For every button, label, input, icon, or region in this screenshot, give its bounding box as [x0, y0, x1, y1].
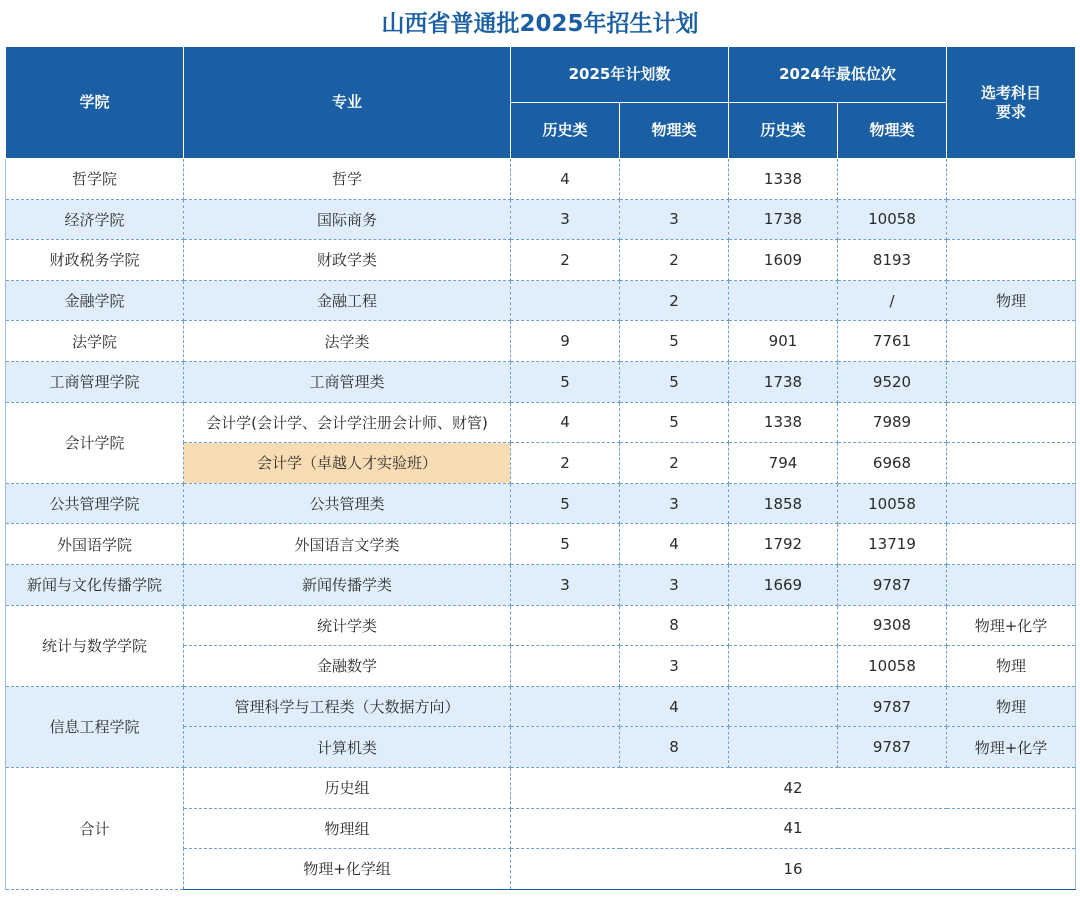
rank-physics-cell: 9308 — [838, 605, 947, 646]
enrollment-plan-table — [5, 46, 1076, 890]
plan-physics-cell: 4 — [620, 524, 729, 565]
header-subject-requirement: 选考科目要求 — [947, 47, 1076, 159]
rank-physics-cell: 10058 — [838, 483, 947, 524]
rank-history-cell: 1792 — [729, 524, 838, 565]
page-title: 山西省普通批2025年招生计划 — [381, 11, 699, 37]
subject-requirement-cell — [947, 402, 1076, 443]
subject-requirement-cell: 物理 — [947, 646, 1076, 687]
subject-requirement-cell — [947, 361, 1076, 402]
table-row — [6, 605, 1076, 646]
plan-physics-cell: 4 — [620, 686, 729, 727]
table-row — [6, 524, 1076, 565]
rank-physics-cell: 9520 — [838, 361, 947, 402]
rank-history-cell: 1338 — [729, 159, 838, 200]
rank-physics-cell: 10058 — [838, 199, 947, 240]
rank-history-cell: 1338 — [729, 402, 838, 443]
plan-history-cell: 3 — [511, 199, 620, 240]
major-cell: 哲学 — [184, 159, 511, 200]
plan-history-cell — [511, 605, 620, 646]
rank-physics-cell: 8193 — [838, 240, 947, 281]
total-row — [6, 767, 1076, 808]
rank-physics-cell: 9787 — [838, 727, 947, 768]
plan-history-cell: 9 — [511, 321, 620, 362]
plan-physics-cell: 2 — [620, 240, 729, 281]
header-plan-physics: 物理类 — [620, 103, 729, 159]
table-row — [6, 280, 1076, 321]
table-row — [6, 686, 1076, 727]
college-cell: 会计学院 — [6, 402, 184, 483]
table-row — [6, 564, 1076, 605]
rank-physics-cell: / — [838, 280, 947, 321]
total-group-label: 物理组 — [184, 808, 511, 849]
major-cell: 统计学类 — [184, 605, 511, 646]
table-row — [6, 483, 1076, 524]
plan-physics-cell: 3 — [620, 564, 729, 605]
rank-history-cell: 1858 — [729, 483, 838, 524]
subject-requirement-cell — [947, 321, 1076, 362]
plan-history-cell: 4 — [511, 159, 620, 200]
rank-history-cell — [729, 686, 838, 727]
total-value: 41 — [511, 808, 1076, 849]
total-value: 16 — [511, 849, 1076, 890]
subject-requirement-cell — [947, 240, 1076, 281]
subject-requirement-cell: 物理+化学 — [947, 727, 1076, 768]
major-cell: 工商管理类 — [184, 361, 511, 402]
college-cell: 新闻与文化传播学院 — [6, 564, 184, 605]
college-cell: 公共管理学院 — [6, 483, 184, 524]
plan-history-cell — [511, 727, 620, 768]
rank-history-cell: 1738 — [729, 199, 838, 240]
plan-physics-cell: 8 — [620, 727, 729, 768]
major-cell: 国际商务 — [184, 199, 511, 240]
plan-history-cell — [511, 280, 620, 321]
major-cell: 金融工程 — [184, 280, 511, 321]
plan-history-cell: 2 — [511, 443, 620, 484]
subject-requirement-cell: 物理+化学 — [947, 605, 1076, 646]
plan-physics-cell: 5 — [620, 321, 729, 362]
rank-history-cell — [729, 280, 838, 321]
total-value: 42 — [511, 767, 1076, 808]
plan-physics-cell: 8 — [620, 605, 729, 646]
college-cell: 金融学院 — [6, 280, 184, 321]
plan-physics-cell: 5 — [620, 402, 729, 443]
major-cell: 金融数学 — [184, 646, 511, 687]
subject-requirement-cell — [947, 524, 1076, 565]
plan-physics-cell — [620, 159, 729, 200]
header-rank-history: 历史类 — [729, 103, 838, 159]
plan-history-cell: 5 — [511, 483, 620, 524]
rank-history-cell — [729, 646, 838, 687]
table-row — [6, 199, 1076, 240]
college-cell: 法学院 — [6, 321, 184, 362]
subject-requirement-cell: 物理 — [947, 280, 1076, 321]
rank-history-cell: 1669 — [729, 564, 838, 605]
plan-history-cell: 2 — [511, 240, 620, 281]
subject-requirement-cell — [947, 483, 1076, 524]
subject-requirement-cell — [947, 199, 1076, 240]
header-plan-2025: 2025年计划数 — [511, 47, 729, 103]
plan-history-cell: 4 — [511, 402, 620, 443]
header-plan-history: 历史类 — [511, 103, 620, 159]
plan-physics-cell: 3 — [620, 199, 729, 240]
plan-history-cell: 5 — [511, 361, 620, 402]
plan-history-cell: 5 — [511, 524, 620, 565]
header-major: 专业 — [184, 47, 511, 159]
table-row — [6, 402, 1076, 443]
header-rank-2024: 2024年最低位次 — [729, 47, 947, 103]
rank-history-cell — [729, 605, 838, 646]
rank-history-cell: 901 — [729, 321, 838, 362]
plan-history-cell: 3 — [511, 564, 620, 605]
major-cell: 计算机类 — [184, 727, 511, 768]
rank-physics-cell: 9787 — [838, 564, 947, 605]
rank-history-cell: 794 — [729, 443, 838, 484]
table-body — [6, 159, 1076, 890]
major-cell: 管理科学与工程类（大数据方向） — [184, 686, 511, 727]
plan-history-cell — [511, 646, 620, 687]
plan-physics-cell: 3 — [620, 646, 729, 687]
table-row — [6, 361, 1076, 402]
subject-requirement-cell — [947, 159, 1076, 200]
total-group-label: 历史组 — [184, 767, 511, 808]
college-cell: 统计与数学学院 — [6, 605, 184, 686]
plan-physics-cell: 2 — [620, 443, 729, 484]
total-group-label: 物理+化学组 — [184, 849, 511, 890]
major-cell: 新闻传播学类 — [184, 564, 511, 605]
header-rank-physics: 物理类 — [838, 103, 947, 159]
major-cell: 财政学类 — [184, 240, 511, 281]
rank-physics-cell: 7989 — [838, 402, 947, 443]
rank-history-cell — [729, 727, 838, 768]
rank-history-cell: 1738 — [729, 361, 838, 402]
major-cell: 公共管理类 — [184, 483, 511, 524]
subject-requirement-cell — [947, 443, 1076, 484]
subject-requirement-cell: 物理 — [947, 686, 1076, 727]
table-row — [6, 159, 1076, 200]
college-cell: 工商管理学院 — [6, 361, 184, 402]
table-header — [6, 47, 1076, 159]
rank-physics-cell: 13719 — [838, 524, 947, 565]
major-cell: 法学类 — [184, 321, 511, 362]
rank-physics-cell: 6968 — [838, 443, 947, 484]
subject-requirement-cell — [947, 564, 1076, 605]
college-cell: 哲学院 — [6, 159, 184, 200]
rank-physics-cell: 9787 — [838, 686, 947, 727]
rank-physics-cell — [838, 159, 947, 200]
plan-history-cell — [511, 686, 620, 727]
rank-physics-cell: 10058 — [838, 646, 947, 687]
major-cell: 外国语言文学类 — [184, 524, 511, 565]
college-cell: 财政税务学院 — [6, 240, 184, 281]
college-cell: 外国语学院 — [6, 524, 184, 565]
total-label: 合计 — [6, 767, 184, 889]
table-row — [6, 240, 1076, 281]
plan-physics-cell: 5 — [620, 361, 729, 402]
plan-physics-cell: 3 — [620, 483, 729, 524]
major-cell: 会计学(会计学、会计学注册会计师、财管) — [184, 402, 511, 443]
table-row — [6, 321, 1076, 362]
college-cell: 经济学院 — [6, 199, 184, 240]
rank-physics-cell: 7761 — [838, 321, 947, 362]
rank-history-cell: 1609 — [729, 240, 838, 281]
plan-physics-cell: 2 — [620, 280, 729, 321]
major-cell-highlighted: 会计学（卓越人才实验班） — [184, 443, 511, 484]
header-college: 学院 — [6, 47, 184, 159]
college-cell: 信息工程学院 — [6, 686, 184, 767]
